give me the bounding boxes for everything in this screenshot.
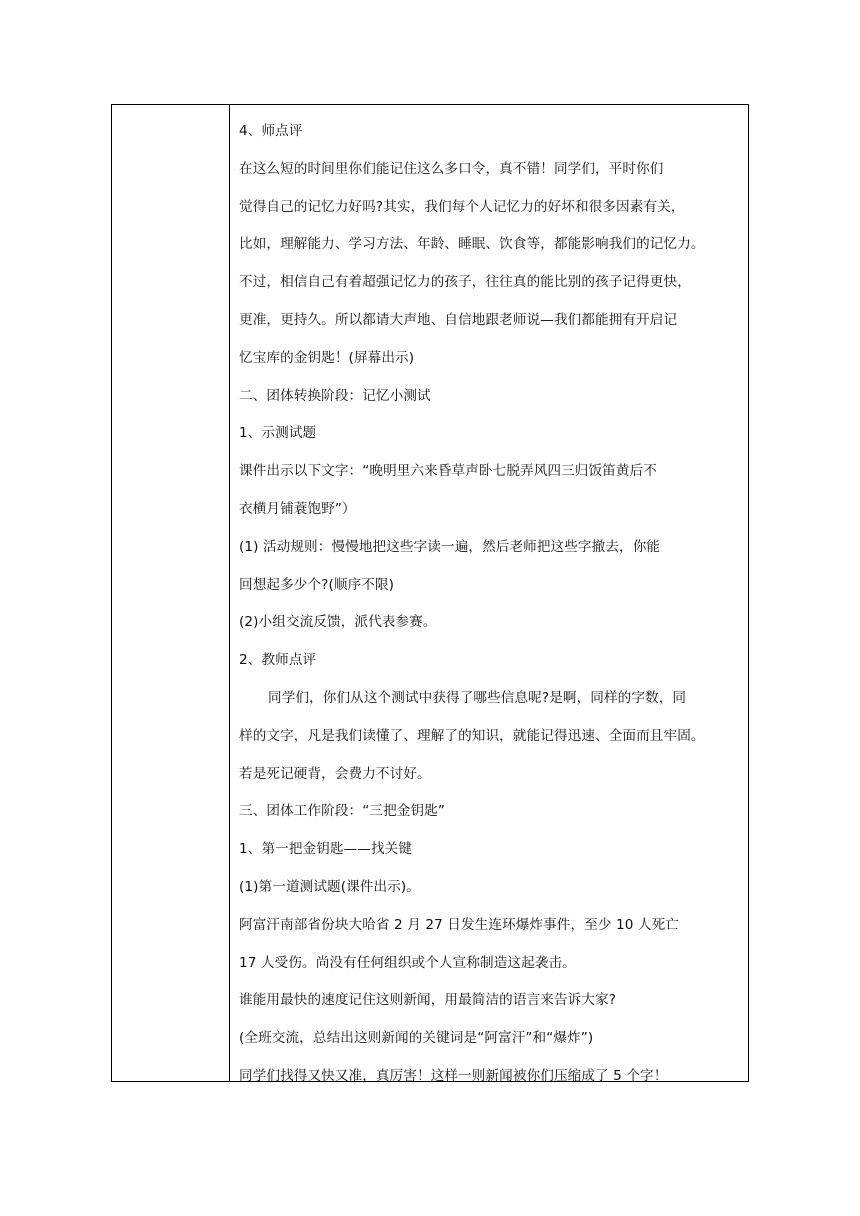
text-line: 17 人受伤。尚没有任何组织或个人宣称制造这起袭击。 [239,954,576,971]
text-line: 4、师点评 [239,123,303,139]
text-line: 衣横月铺蓑饱野”） [239,500,356,517]
text-line: 课件出示以下文字：“晚明里六来昏草声卧七脱弄风四三归饭笛黄后不 [239,463,657,480]
text-line: 更准，更持久。所以都请大声地、自信地跟老师说—我们都能拥有开启记 [239,311,678,328]
text-line: 同学们找得又快又准，真厉害！这样一则新闻被你们压缩成了 5 个字！ [239,1067,668,1084]
text-line: 觉得自己的记忆力好吗?其实，我们每个人记忆力的好坏和很多因素有关， [239,198,685,215]
text-line: 比如，理解能力、学习方法、年龄、睡眠、饮食等，都能影响我们的记忆力。 [239,236,705,253]
subheading: 2、教师点评 [239,652,317,669]
text-line: 阿富汗南部省份块大哈省 2 月 27 日发生连环爆炸事件，至少 10 人死亡 [239,916,679,933]
text-line: 样的文字，凡是我们读懂了、理解了的知识，就能记得迅速、全面而且牢固。 [239,727,705,744]
text-line: 在这么短的时间里你们能记住这么多口令，真不错！同学们，平时你们 [239,160,664,177]
text-line: 忆宝库的金钥匙！(屏幕出示) [239,349,415,366]
text-line: (全班交流，总结出这则新闻的关键词是“阿富汗”和“爆炸”) [239,1030,594,1047]
section-heading: 三、团体工作阶段：“三把金钥匙” [239,803,445,820]
text-line: 同学们，你们从这个测试中获得了哪些信息呢?是啊，同样的字数，同 [268,689,687,706]
subheading: 1、第一把金钥匙——找关键 [239,841,413,858]
left-column-cell [112,105,230,1081]
text-line: 回想起多少个?(顺序不限) [239,576,395,593]
content-cell [239,117,749,1100]
lesson-plan-table [111,104,749,1082]
subheading: 1、示测试题 [239,425,317,442]
text-line: 若是死记硬背，会费力不讨好。 [239,765,431,782]
section-heading: 二、团体转换阶段：记忆小测试 [239,387,431,404]
text-line: (1) 活动规则：慢慢地把这些字读一遍，然后老师把这些字撤去，你能 [239,538,661,555]
text-line: 不过，相信自己有着超强记忆力的孩子，往往真的能比别的孩子记得更快， [239,274,691,291]
text-line: (1)第一道测试题(课件出示)。 [239,878,420,895]
text-line: (2)小组交流反馈，派代表参赛。 [239,614,437,631]
text-line: 谁能用最快的速度记住这则新闻，用最简洁的语言来告诉大家? [239,992,617,1009]
